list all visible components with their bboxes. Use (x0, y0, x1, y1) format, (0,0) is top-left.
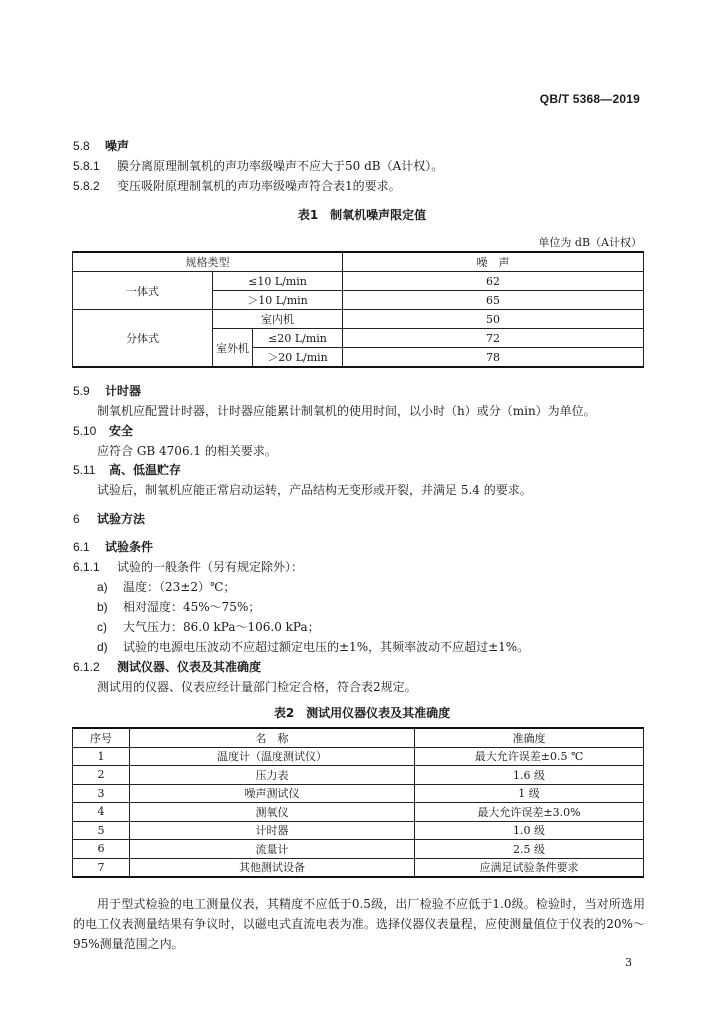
spec-cell: ≤10 L/min (213, 272, 343, 291)
item-label: d) (97, 640, 108, 654)
condition-item-d (97, 638, 529, 655)
section-6-1-2-text: 测试用的仪器、仪表应经计量部门检定合格，符合表2规定。 (97, 680, 417, 694)
seq-cell: 4 (73, 803, 130, 822)
table-header-row (73, 252, 644, 272)
noise-value: 72 (343, 329, 644, 348)
table-row (73, 766, 644, 785)
accuracy-cell: 应满足试验条件要求 (415, 858, 644, 877)
integrated-type: 一体式 (73, 272, 213, 310)
noise-value: 50 (343, 310, 644, 329)
indoor-unit: 室内机 (213, 310, 343, 329)
section-number: 6 (73, 512, 80, 526)
condition-item-c (97, 618, 320, 635)
closing-paragraph: 用于型式检验的电工测量仪表，其精度不应低于0.5级，出厂检验不应低于1.0级。检验时，当对所选用的电工仪表测量结果有争议时，以磁电式直流电表为准。选择仪器仪表量程，应使测量值位于仪表的20%～95%测量范围之内。 (73, 897, 645, 951)
section-5-10-heading (73, 422, 133, 439)
section-5-11-heading (73, 461, 181, 478)
instrument-accuracy-table (72, 727, 644, 878)
section-5-9-text: 制氧机应配置计时器，计时器应能累计制氧机的使用时间，以小时（h）或分（min）为单位。 (97, 404, 596, 418)
clause-text: 膜分离原理制氧机的声功率级噪声不应大于50 dB（A计权）。 (117, 159, 444, 173)
section-5-9-heading (73, 382, 141, 399)
table-header-row (73, 728, 644, 747)
section-number: 5.11 (73, 463, 96, 477)
section-title: 高、低温贮存 (109, 463, 182, 477)
clause-number: 5.8.1 (73, 159, 100, 173)
accuracy-cell: 1.6 级 (415, 766, 644, 785)
seq-cell: 6 (73, 840, 130, 859)
name-cell: 流量计 (130, 840, 415, 859)
accuracy-cell: 最大允许误差±3.0% (415, 803, 644, 822)
table1-unit: 单位为 dB（A计权） (538, 236, 642, 249)
section-number: 5.9 (73, 384, 90, 398)
item-text: 温度：（23±2）℃； (123, 580, 236, 594)
split-type: 分体式 (73, 310, 213, 368)
accuracy-cell: 1.0 级 (415, 821, 644, 840)
accuracy-cell: 最大允许误差±0.5 ℃ (415, 747, 644, 766)
section-6-1-2-heading (73, 658, 261, 675)
clause-number: 6.1.1 (73, 560, 100, 574)
accuracy-cell: 1 级 (415, 784, 644, 803)
table-row (73, 784, 644, 803)
section-title: 测试仪器、仪表及其准确度 (117, 660, 262, 674)
outdoor-unit: 室外机 (213, 329, 253, 368)
clause-text: 变压吸附原理制氧机的声功率级噪声符合表1的要求。 (117, 179, 401, 193)
table-row (73, 272, 644, 291)
section-number: 6.1 (73, 540, 90, 554)
section-5-11-text: 试验后，制氧机应能正常启动运转，产品结构无变形或开裂，并满足 5.4 的要求。 (97, 483, 532, 497)
header-spec-type: 规格类型 (73, 252, 343, 272)
item-label: a) (97, 580, 108, 594)
section-title: 噪声 (105, 139, 130, 153)
page-number: 3 (625, 956, 632, 969)
condition-item-b (97, 598, 260, 615)
table-row (73, 310, 644, 329)
spec-cell: ＞20 L/min (253, 348, 343, 368)
name-cell: 噪声测试仪 (130, 784, 415, 803)
spec-cell: ≤20 L/min (253, 329, 343, 348)
name-cell: 压力表 (130, 766, 415, 785)
section-number: 5.10 (73, 424, 97, 438)
section-number: 6.1.2 (73, 660, 100, 674)
seq-cell: 2 (73, 766, 130, 785)
item-label: c) (97, 620, 107, 634)
item-text: 相对湿度：45%～75%； (123, 600, 261, 614)
section-title: 计时器 (105, 384, 142, 398)
seq-cell: 7 (73, 858, 130, 877)
header-noise: 噪 声 (343, 252, 644, 272)
section-6-1-heading (73, 538, 153, 555)
clause-number: 5.8.2 (73, 179, 100, 193)
name-cell: 计时器 (130, 821, 415, 840)
item-text: 试验的电源电压波动不应超过额定电压的±1%，其频率波动不应超过±1%。 (123, 640, 530, 654)
item-label: b) (97, 600, 108, 614)
header-accuracy: 准确度 (415, 728, 644, 747)
noise-value: 62 (343, 272, 644, 291)
seq-cell: 5 (73, 821, 130, 840)
seq-cell: 3 (73, 784, 130, 803)
noise-value: 78 (343, 348, 644, 368)
noise-limit-table (72, 251, 644, 368)
table-row (73, 858, 644, 877)
table1-caption: 表1 制氧机噪声限定值 (297, 208, 427, 222)
accuracy-cell: 2.5 级 (415, 840, 644, 859)
clause-5-8-2 (73, 177, 401, 194)
clause-6-1-1 (73, 558, 303, 575)
noise-value: 65 (343, 291, 644, 310)
table-row (73, 803, 644, 822)
name-cell: 其他测试设备 (130, 858, 415, 877)
standard-id: QB/T 5368—2019 (539, 92, 640, 106)
table-row (73, 821, 644, 840)
table2-caption: 表2 测试用仪器仪表及其准确度 (273, 706, 451, 720)
clause-5-8-1 (73, 157, 443, 174)
name-cell: 测氧仪 (130, 803, 415, 822)
section-5-10-text: 应符合 GB 4706.1 的相关要求。 (97, 444, 277, 458)
spec-cell: ＞10 L/min (213, 291, 343, 310)
table-row (73, 747, 644, 766)
section-5-8-heading (73, 137, 129, 154)
section-title: 安全 (109, 424, 134, 438)
seq-cell: 1 (73, 747, 130, 766)
section-title: 试验条件 (105, 540, 154, 554)
header-seq: 序号 (73, 728, 130, 747)
section-6-heading (73, 510, 145, 527)
section-number: 5.8 (73, 139, 90, 153)
header-name: 名 称 (130, 728, 415, 747)
section-title: 试验方法 (97, 512, 146, 526)
condition-item-a (97, 578, 235, 595)
name-cell: 温度计（温度测试仪） (130, 747, 415, 766)
table-row (73, 840, 644, 859)
item-text: 大气压力：86.0 kPa～106.0 kPa； (123, 620, 320, 634)
clause-text: 试验的一般条件（另有规定除外）： (117, 560, 304, 574)
